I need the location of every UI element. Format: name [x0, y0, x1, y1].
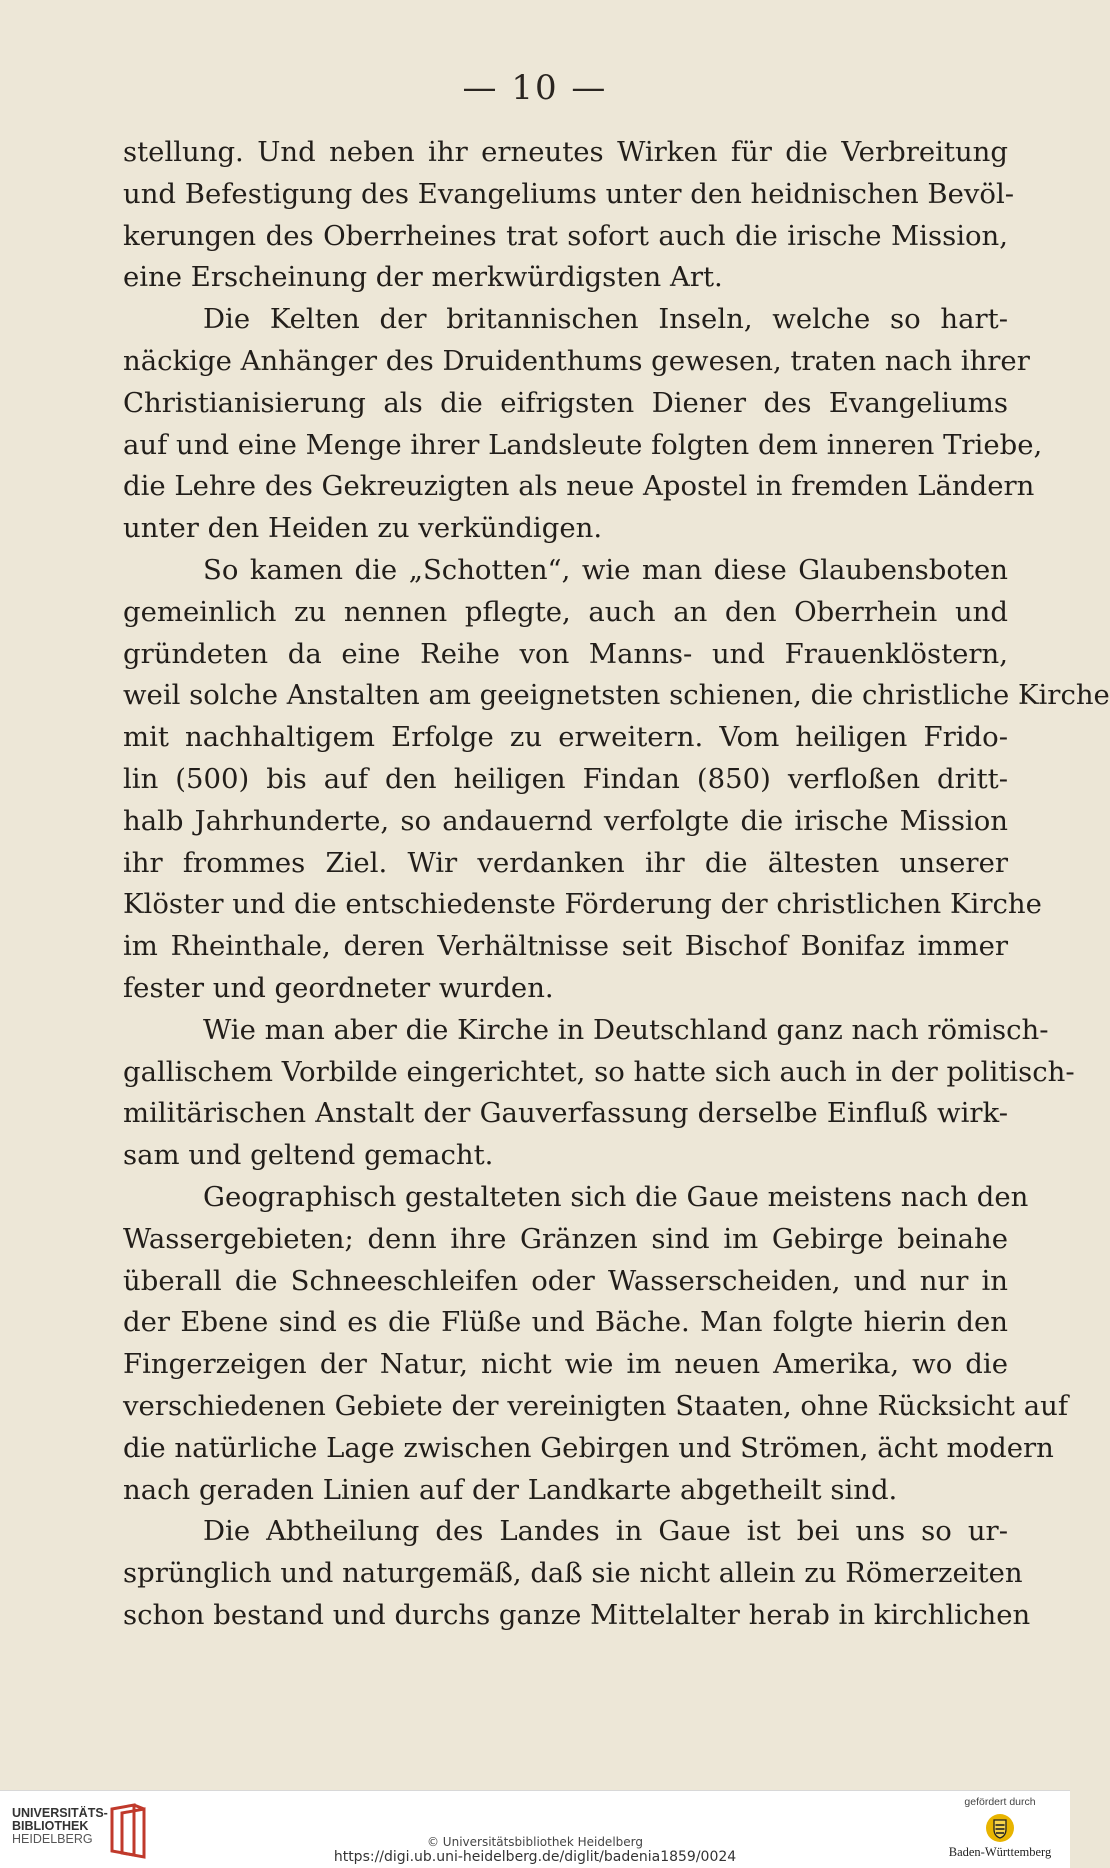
text-line: ihr frommes Ziel. Wir verdanken ihr die ältesten unserer [123, 846, 1008, 879]
text-line: halb Jahrhunderte, so andauernd verfolgte die irische Mission [123, 804, 1008, 837]
library-name-line-3: HEIDELBERG [12, 1832, 93, 1846]
text-line: Geographisch gestalteten sich die Gaue meistens nach den [203, 1180, 1029, 1213]
text-line: der Ebene sind es die Flüße und Bäche. Man folgte hierin den [123, 1306, 1008, 1339]
text-line: gallischem Vorbilde eingerichtet, so hatte sich auch in der politisch- [123, 1055, 1075, 1088]
text-line: gründeten da eine Reihe von Manns- und Frauenklöstern, [123, 637, 1008, 670]
text-line: im Rheinthale, deren Verhältnisse seit Bischof Bonifaz immer [123, 930, 1008, 963]
text-line: näckige Anhänger des Druidenthums gewesen, traten nach ihrer [123, 344, 1030, 377]
text-line: eine Erscheinung der merkwürdigsten Art. [123, 261, 723, 294]
text-line: unter den Heiden zu verkündigen. [123, 512, 603, 545]
library-name-line-2: BIBLIOTHEK [12, 1819, 89, 1833]
permalink-url[interactable]: https://digi.ub.uni-heidelberg.de/diglit/badenia1859/0024 [333, 1849, 737, 1865]
ub-heidelberg-logo-icon[interactable] [108, 1803, 148, 1859]
text-line: schon bestand und durchs ganze Mittelalter herab in kirchlichen [123, 1598, 1031, 1631]
baden-wuerttemberg-emblem-icon [985, 1813, 1015, 1843]
text-line: kerungen des Oberrheines trat sofort auch die irische Mission, [123, 219, 1008, 252]
copyright-text: © Universitätsbibliothek Heidelberg [426, 1835, 643, 1849]
text-line: weil solche Anstalten am geeignetsten schienen, die christliche Kirche [123, 679, 1110, 712]
funding-badge[interactable] [935, 1795, 1065, 1859]
text-line: sprünglich und naturgemäß, daß sie nicht allein zu Römerzeiten [123, 1557, 1023, 1590]
text-line: Wie man aber die Kirche in Deutschland ganz nach römisch- [203, 1013, 1049, 1046]
text-line: mit nachhaltigem Erfolge zu erweitern. Vom heiligen Frido- [123, 721, 1008, 754]
text-line: Christianisierung als die eifrigsten Diener des Evangeliums [123, 386, 1008, 419]
text-line: auf und eine Menge ihrer Landsleute folgten dem inneren Triebe, [123, 428, 1043, 461]
text-line: Die Abtheilung des Landes in Gaue ist bei uns so ur- [203, 1515, 1008, 1548]
text-line: sam und geltend gemacht. [123, 1139, 494, 1172]
text-line: lin (500) bis auf den heiligen Findan (850) verfloßen dritt- [123, 762, 1008, 795]
text-line: Die Kelten der britannischen Inseln, welche so hart- [203, 303, 1008, 336]
text-line: Fingerzeigen der Natur, nicht wie im neuen Amerika, wo die [123, 1348, 1008, 1381]
text-line: gemeinlich zu nennen pflegte, auch an den Oberrhein und [123, 595, 1008, 628]
text-line: Wassergebieten; denn ihre Gränzen sind im Gebirge beinahe [123, 1222, 1008, 1255]
library-name[interactable] [12, 1807, 108, 1846]
funding-state-name: Baden-Württemberg [948, 1845, 1052, 1859]
funding-label: gefördert durch [964, 1796, 1036, 1808]
text-line: und Befestigung des Evangeliums unter den heidnischen Bevöl- [123, 177, 1015, 210]
text-line: Klöster und die entschiedenste Förderung der christlichen Kirche [123, 888, 1042, 921]
text-line: die Lehre des Gekreuzigten als neue Apostel in fremden Ländern [123, 470, 1035, 503]
text-line: fester und geordneter wurden. [123, 971, 554, 1004]
page-number: — 10 — [462, 68, 608, 108]
text-line: verschiedenen Gebiete der vereinigten Staaten, ohne Rücksicht auf [123, 1389, 1069, 1422]
viewer-footer [0, 1790, 1070, 1868]
text-line: So kamen die „Schotten“, wie man diese Glaubensboten [203, 553, 1008, 586]
library-name-line-1: UNIVERSITÄTS- [12, 1806, 108, 1820]
text-line: militärischen Anstalt der Gauverfassung derselbe Einfluß wirk- [123, 1097, 1008, 1130]
text-line: die natürliche Lage zwischen Gebirgen und Strömen, ächt modern [123, 1431, 1054, 1464]
text-line: überall die Schneeschleifen oder Wasserscheiden, und nur in [123, 1264, 1008, 1297]
body-text [123, 132, 1110, 1637]
text-line: nach geraden Linien auf der Landkarte abgetheilt sind. [123, 1473, 898, 1506]
text-line: stellung. Und neben ihr erneutes Wirken für die Verbreitung [123, 136, 1008, 168]
footer-credits [290, 1835, 780, 1866]
